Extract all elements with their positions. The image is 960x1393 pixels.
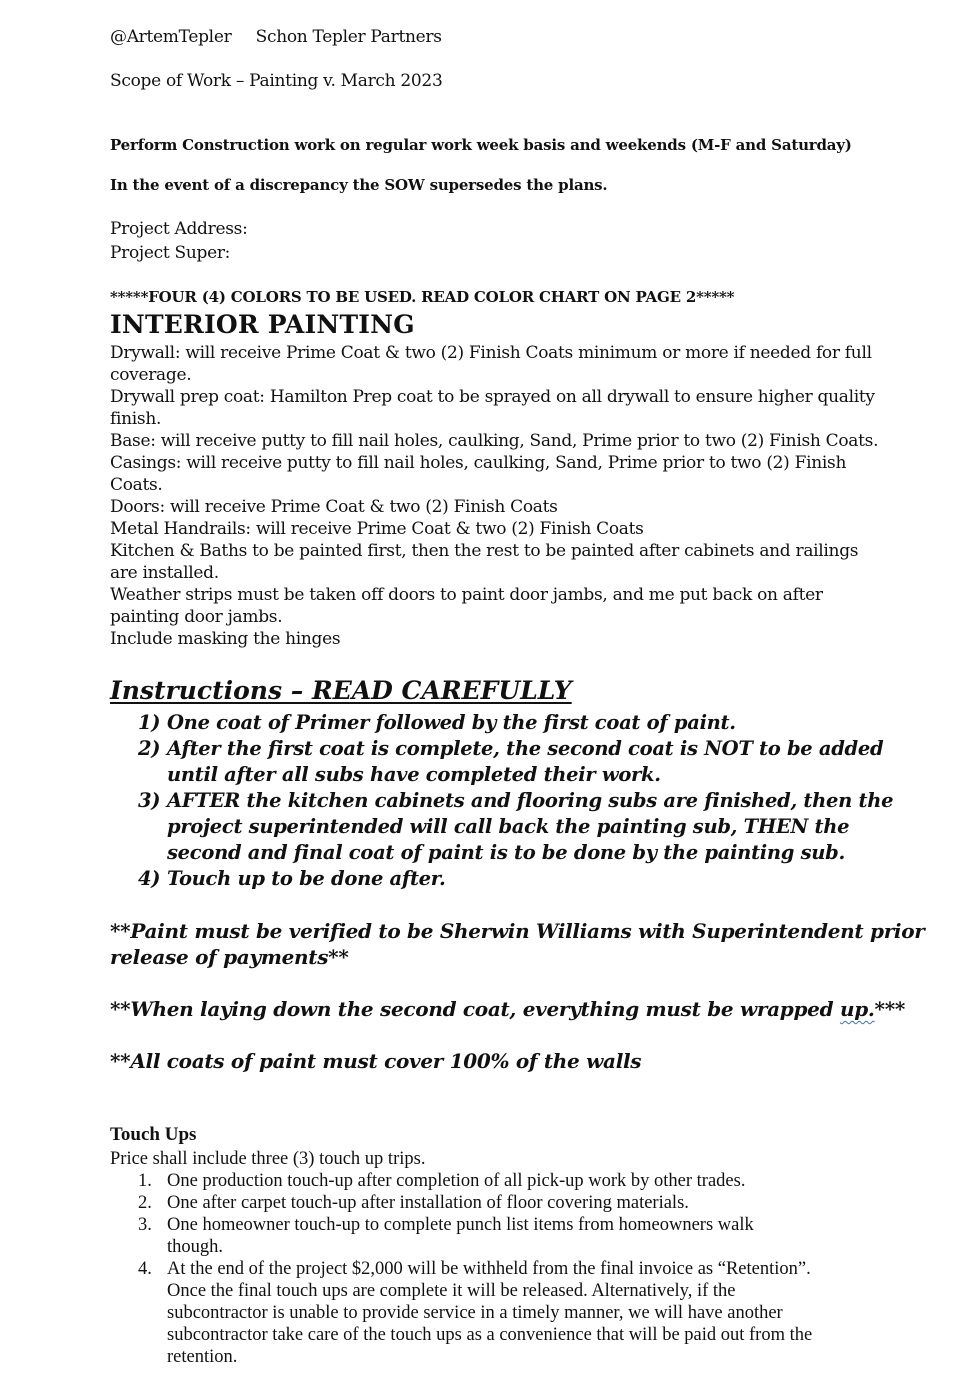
instruction-item <box>110 710 910 736</box>
touch-up-number: 3. <box>138 1215 152 1235</box>
interior-painting-line: painting door jambs. <box>110 607 283 627</box>
interior-painting-line: Metal Handrails: will receive Prime Coat & two (2) Finish Coats <box>110 519 644 539</box>
touch-up-item <box>110 1324 910 1346</box>
colors-notice: *****FOUR (4) COLORS TO BE USED. READ COLOR CHART ON PAGE 2***** <box>110 288 735 306</box>
touch-up-text: One homeowner touch-up to complete punch list items from homeowners walk <box>167 1215 754 1235</box>
paint-verification-note-line1: **Paint must be verified to be Sherwin Williams with Superintendent prior <box>110 919 925 943</box>
touch-up-item <box>110 1214 910 1236</box>
interior-painting-heading: INTERIOR PAINTING <box>110 310 415 339</box>
header-line <box>110 26 442 48</box>
touch-ups-heading: Touch Ups <box>110 1124 197 1145</box>
interior-painting-line: Drywall prep coat: Hamilton Prep coat to be sprayed on all drywall to ensure higher quality <box>110 387 875 407</box>
touch-up-text: One after carpet touch-up after installation of floor covering materials. <box>167 1193 689 1213</box>
paint-verification-note-line2: release of payments** <box>110 945 349 969</box>
touch-up-item <box>110 1170 910 1192</box>
spellcheck-underlined-word: up. <box>839 997 875 1021</box>
wrap-up-note-suffix: *** <box>874 997 906 1021</box>
instruction-item <box>110 814 910 840</box>
touch-up-number: 2. <box>138 1193 152 1213</box>
interior-painting-line: Coats. <box>110 475 163 495</box>
instruction-item <box>110 736 910 762</box>
touch-up-item <box>110 1346 910 1368</box>
touch-up-item <box>110 1192 910 1214</box>
project-super-label: Project Super: <box>110 243 231 263</box>
project-address-label: Project Address: <box>110 219 248 239</box>
instruction-text: One coat of Primer followed by the first coat of paint. <box>167 711 736 734</box>
interior-painting-line: are installed. <box>110 563 219 583</box>
document-title: Scope of Work – Painting v. March 2023 <box>110 71 443 91</box>
instruction-text: project superintended will call back the painting sub, THEN the <box>167 815 850 838</box>
touch-up-text: subcontractor is unable to provide service in a timely manner, we will have another <box>167 1303 783 1323</box>
instruction-item <box>110 866 910 892</box>
touch-up-text: though. <box>167 1237 224 1257</box>
touch-up-number: 4. <box>138 1259 152 1279</box>
instruction-text: second and final coat of paint is to be done by the painting sub. <box>167 841 845 864</box>
interior-painting-line: coverage. <box>110 365 192 385</box>
instruction-item <box>110 762 910 788</box>
discrepancy-notice: In the event of a discrepancy the SOW supersedes the plans. <box>110 176 608 194</box>
interior-painting-line: Kitchen & Baths to be painted first, then the rest to be painted after cabinets and railings <box>110 541 859 561</box>
touch-up-item <box>110 1302 910 1324</box>
wrap-up-note-text: **When laying down the second coat, everything must be wrapped <box>110 997 840 1021</box>
instruction-number: 1) <box>138 711 161 734</box>
touch-up-text: At the end of the project $2,000 will be withheld from the final invoice as “Retention”. <box>167 1259 811 1279</box>
instruction-item <box>110 840 910 866</box>
touch-up-text: Once the final touch ups are complete it will be released. Alternatively, if the <box>167 1281 736 1301</box>
touch-up-item <box>110 1258 910 1280</box>
instruction-number: 3) <box>138 789 161 812</box>
interior-painting-line: finish. <box>110 409 162 429</box>
instruction-text: After the first coat is complete, the second coat is NOT to be added <box>167 737 884 760</box>
touch-up-number: 1. <box>138 1171 152 1191</box>
interior-painting-line: Doors: will receive Prime Coat & two (2) Finish Coats <box>110 497 558 517</box>
instruction-number: 4) <box>138 867 161 890</box>
interior-painting-line: Drywall: will receive Prime Coat & two (2) Finish Coats minimum or more if needed for full <box>110 343 872 363</box>
interior-painting-line: Base: will receive putty to fill nail holes, caulking, Sand, Prime prior to two (2) Finish Coats. <box>110 431 879 451</box>
touch-up-text: One production touch-up after completion of all pick-up work by other trades. <box>167 1171 746 1191</box>
touch-up-text: subcontractor take care of the touch ups as a convenience that will be paid out from the <box>167 1325 813 1345</box>
coverage-note: **All coats of paint must cover 100% of the walls <box>110 1049 642 1073</box>
touch-up-item <box>110 1280 910 1302</box>
instruction-text: AFTER the kitchen cabinets and flooring subs are finished, then the <box>167 789 894 812</box>
interior-painting-line: Casings: will receive putty to fill nail holes, caulking, Sand, Prime prior to two (2) Finish <box>110 453 847 473</box>
touch-ups-intro: Price shall include three (3) touch up trips. <box>110 1149 426 1169</box>
instructions-heading: Instructions – READ CAREFULLY <box>110 676 572 705</box>
work-schedule-notice: Perform Construction work on regular work week basis and weekends (M-F and Saturday) <box>110 136 852 154</box>
company-name: Schon Tepler Partners <box>255 27 442 47</box>
author-handle: @ArtemTepler <box>110 27 232 47</box>
touch-up-item <box>110 1236 910 1258</box>
wrap-up-note <box>110 996 905 1022</box>
instruction-text: until after all subs have completed their work. <box>167 763 661 786</box>
instruction-number: 2) <box>138 737 161 760</box>
interior-painting-line: Weather strips must be taken off doors to paint door jambs, and me put back on after <box>110 585 823 605</box>
interior-painting-line: Include masking the hinges <box>110 629 341 649</box>
instruction-text: Touch up to be done after. <box>167 867 446 890</box>
touch-up-text: retention. <box>167 1347 238 1367</box>
instruction-item <box>110 788 910 814</box>
